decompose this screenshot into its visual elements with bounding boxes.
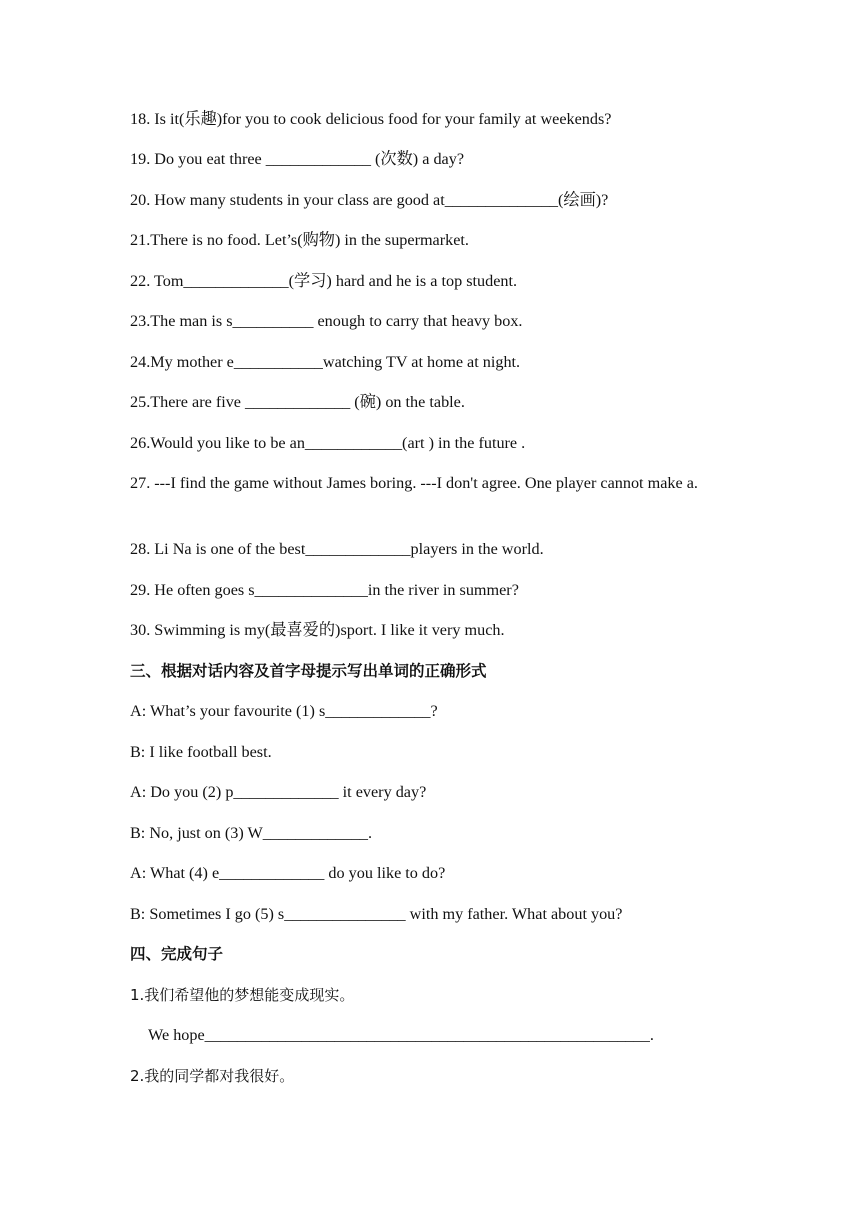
question-29: 29. He often goes s______________in the river in summer? — [130, 581, 519, 599]
question-21: 21.There is no food. Let’s(购物) in the supermarket. — [130, 231, 469, 249]
section-4-heading: 四、完成句子 — [130, 945, 224, 963]
question-26: 26.Would you like to be an____________(art ) in the future . — [130, 434, 526, 452]
section-3-heading: 三、根据对话内容及首字母提示写出单词的正确形式 — [130, 662, 487, 680]
question-20: 20. How many students in your class are good at______________(绘画)? — [130, 191, 609, 209]
question-18: 18. Is it(乐趣)for you to cook delicious food for your family at weekends? — [130, 110, 612, 128]
dialogue-line: B: I like football best. — [130, 743, 272, 761]
question-25: 25.There are five _____________ (碗) on the table. — [130, 393, 465, 411]
question-22: 22. Tom_____________(学习) hard and he is a top student. — [130, 272, 518, 290]
question-28: 28. Li Na is one of the best_____________players in the world. — [130, 540, 544, 558]
sentence-2-prompt: 2.我的同学都对我很好。 — [130, 1067, 295, 1085]
question-24: 24.My mother e___________watching TV at home at night. — [130, 353, 521, 371]
dialogue-line: A: Do you (2) p_____________ it every day? — [130, 783, 427, 801]
question-19: 19. Do you eat three _____________ (次数) a day? — [130, 150, 465, 168]
question-30: 30. Swimming is my(最喜爱的)sport. I like it very much. — [130, 621, 505, 639]
dialogue-line: A: What’s your favourite (1) s_____________? — [130, 702, 438, 720]
question-27: 27. ---I find the game without James boring. ---I don't agree. One player cannot make a. — [130, 474, 698, 492]
sentence-1-prompt: 1.我们希望他的梦想能变成现实。 — [130, 986, 355, 1004]
question-23: 23.The man is s__________ enough to carry that heavy box. — [130, 312, 523, 330]
dialogue-line: A: What (4) e_____________ do you like to do? — [130, 864, 446, 882]
dialogue-line: B: Sometimes I go (5) s_______________ with my father. What about you? — [130, 905, 623, 923]
sentence-1-answer-line: We hope_______________________________________________________. — [148, 1026, 654, 1044]
dialogue-line: B: No, just on (3) W_____________. — [130, 824, 373, 842]
